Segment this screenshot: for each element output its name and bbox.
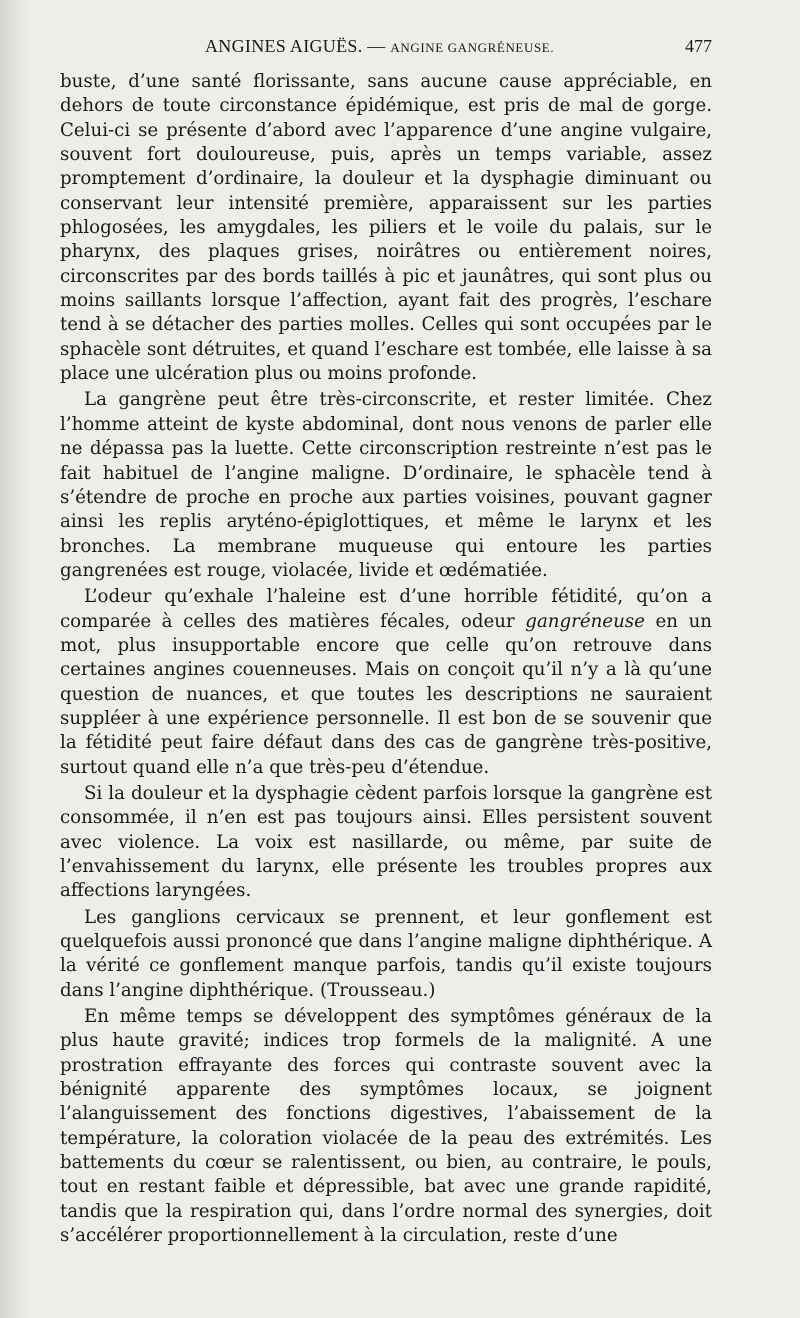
page-number: 477: [685, 36, 712, 56]
paragraph-3: [60, 585, 712, 780]
running-header: [60, 34, 712, 64]
body-text: [60, 70, 712, 1249]
italic-term: gangréneuse: [525, 610, 645, 632]
section-subtitle: ANGINE GANGRÉNEUSE.: [390, 40, 555, 55]
paragraph-6: En même temps se développent des symptômes généraux de la plus haute gravité; indices trop formels de la malignité. A une prostration effrayante des forces qui contraste souvent avec la bénignité apparente des symptômes locaux, se joignent l’alanguissement des fonctions digestives, l’abaissement de la température, la coloration violacée de la peau des extrémités. Les battements du cœur se ralentissent, ou bien, au contraire, le pouls, tout en restant faible et dépressible, bat avec une grande rapidité, tandis que la respiration qui, dans l’ordre normal des synergies, doit s’accélérer proportionnellement à la circulation, reste d’une: [60, 1006, 712, 1247]
running-title: [205, 36, 554, 57]
paragraph-1: buste, d’une santé florissante, sans aucune cause appréciable, en dehors de toute circonstance épidémique, est pris de mal de gorge. Celui-ci se présente d’abord avec l’apparence d’une angine vulgaire, souvent fort douloureuse, puis, après un temps variable, assez promptement d’ordinaire, la douleur et la dysphagie diminuant ou conservant leur intensité première, apparaissent sur les parties phlogosées, les amygdales, les piliers et le voile du palais, sur le pharynx, des plaques grises, noirâtres ou entièrement noires, circonscrites par des bords taillés à pic et jaunâtres, qui sont plus ou moins saillants lorsque l’affection, ayant fait des progrès, l’eschare tend à se détacher des parties molles. Celles qui sont occupées par le sphacèle sont détruites, et quand l’eschare est tombée, elle laisse à sa place une ulcération plus ou moins profonde.: [60, 71, 712, 385]
paragraph-4: Si la douleur et la dysphagie cèdent parfois lorsque la gangrène est consommée, il n’en est pas toujours ainsi. Elles persistent souvent avec violence. La voix est nasillarde, ou même, par suite de l’envahissement du larynx, elle présente les troubles propres aux affections laryngées.: [60, 782, 712, 902]
chapter-title: ANGINES AIGUËS.: [205, 36, 363, 56]
paragraph-3-part-1: L’odeur qu’exhale l’haleine est d’une horrible fétidité, qu’on a comparée à celles des matières fécales, odeur: [60, 586, 712, 632]
paragraph-5: Les ganglions cervicaux se prennent, et leur gonflement est quelquefois aussi prononcé que dans l’angine maligne diphthérique. A la vérité ce gonflement manque parfois, tandis qu’il existe toujours dans l’angine diphthérique. (Trousseau.): [60, 906, 712, 1001]
title-dash: —: [362, 36, 391, 56]
paragraph-2: La gangrène peut être très-circonscrite, et rester limitée. Chez l’homme atteint de kyste abdominal, dont nous venons de parler elle ne dépassa pas la luette. Cette circonscription restreinte n’est pas le fait habituel de l’angine maligne. D’ordinaire, le sphacèle tend à s’étendre de proche en proche aux parties voisines, pouvant gagner ainsi les replis aryténo-épiglottiques, et même le larynx et les bronches. La membrane muqueuse qui entoure les parties gangrenées est rouge, violacée, livide et œdématiée.: [60, 389, 712, 581]
paragraph-3-part-2: en un mot, plus insupportable encore que celle qu’on retrouve dans certaines angines couenneuses. Mais on conçoit qu’il n’y a là qu’une question de nuances, et que toutes les descriptions ne sauraient suppléer à une expérience personnelle. Il est bon de se souvenir que la fétidité peut faire défaut dans des cas de gangrène très-positive, surtout quand elle n’a que très-peu d’étendue.: [60, 610, 712, 778]
